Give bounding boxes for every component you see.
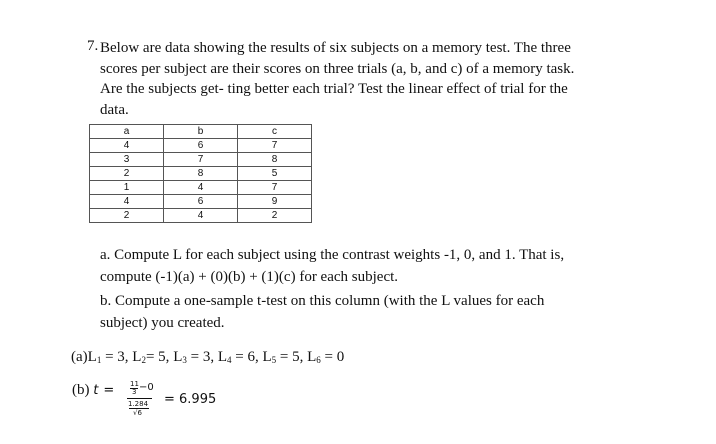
question-line: scores per subject are their scores on three trials (a, b, and c) of a memory task. — [100, 60, 575, 77]
table-row — [90, 153, 312, 167]
table-cell: 1 — [90, 181, 164, 195]
table-cell: 9 — [238, 195, 312, 209]
minus-zero: −0 — [139, 382, 154, 393]
answer-b — [72, 380, 217, 417]
t-symbol: t — [93, 383, 99, 398]
std-value: 1.284 — [128, 400, 149, 408]
table-cell: 2 — [238, 209, 312, 223]
table-header-row — [90, 125, 312, 139]
question-line: data. — [100, 101, 129, 118]
table-cell: 2 — [90, 209, 164, 223]
table-cell: 6 — [164, 139, 238, 153]
l-value: $L_5 = 5$, — [262, 349, 308, 365]
question-text — [100, 38, 620, 120]
table-cell: 8 — [238, 153, 312, 167]
scores-table — [89, 124, 312, 223]
table-row — [90, 167, 312, 181]
t-equals: = — [103, 383, 115, 398]
part-a-line: compute (-1)(a) + (0)(b) + (1)(c) for each subject. — [100, 269, 399, 285]
table-cell: 4 — [164, 181, 238, 195]
inner-denominator: 3 — [132, 388, 137, 396]
inner-numerator: 11 — [130, 380, 139, 388]
table-cell: 6 — [164, 195, 238, 209]
table-row — [90, 139, 312, 153]
column-header-c: c — [238, 125, 312, 139]
part-a-line: a. Compute L for each subject using the contrast weights -1, 0, and 1. That is, — [100, 247, 565, 263]
part-a-text — [100, 244, 640, 288]
t-fraction — [127, 380, 154, 420]
table-cell: 4 — [90, 139, 164, 153]
table-cell: 4 — [90, 195, 164, 209]
question-line: Are the subjects get- ting better each trial? Test the linear effect of trial for the — [100, 81, 568, 97]
question-line: Below are data showing the results of six subjects on a memory test. The three — [100, 40, 571, 56]
table-cell: 4 — [164, 209, 238, 223]
l-value: $L_1 = 3$, — [87, 349, 133, 365]
table-cell: 2 — [90, 167, 164, 181]
table-cell: 3 — [90, 153, 164, 167]
l-value: $L_3 = 3$, — [173, 349, 218, 365]
part-b-line: b. Compute a one-sample t-test on this column (with the L values for each — [100, 293, 545, 309]
answer-a — [71, 349, 344, 366]
table-row — [90, 181, 312, 195]
question-number: 7. — [87, 38, 99, 54]
answer-b-prefix: (b) — [72, 382, 94, 398]
table-cell: 8 — [164, 167, 238, 181]
sqrt-n: √6 — [133, 409, 142, 417]
t-result: = 6.995 — [164, 392, 217, 407]
answer-a-prefix: (a) — [71, 349, 88, 365]
l-value: $L_6 = 0$ — [307, 349, 345, 365]
l-value: $L_2= 5$, — [132, 349, 174, 365]
l-value: $L_4 = 6$, — [217, 349, 263, 365]
part-b-text — [100, 290, 640, 334]
table-row — [90, 195, 312, 209]
column-header-a: a — [90, 125, 164, 139]
table-cell: 5 — [238, 167, 312, 181]
main-fraction-bar — [127, 398, 152, 399]
table-cell: 7 — [238, 139, 312, 153]
part-b-line: subject) you created. — [100, 315, 225, 331]
table-cell: 7 — [238, 181, 312, 195]
table-row — [90, 209, 312, 223]
table-cell: 7 — [164, 153, 238, 167]
column-header-b: b — [164, 125, 238, 139]
